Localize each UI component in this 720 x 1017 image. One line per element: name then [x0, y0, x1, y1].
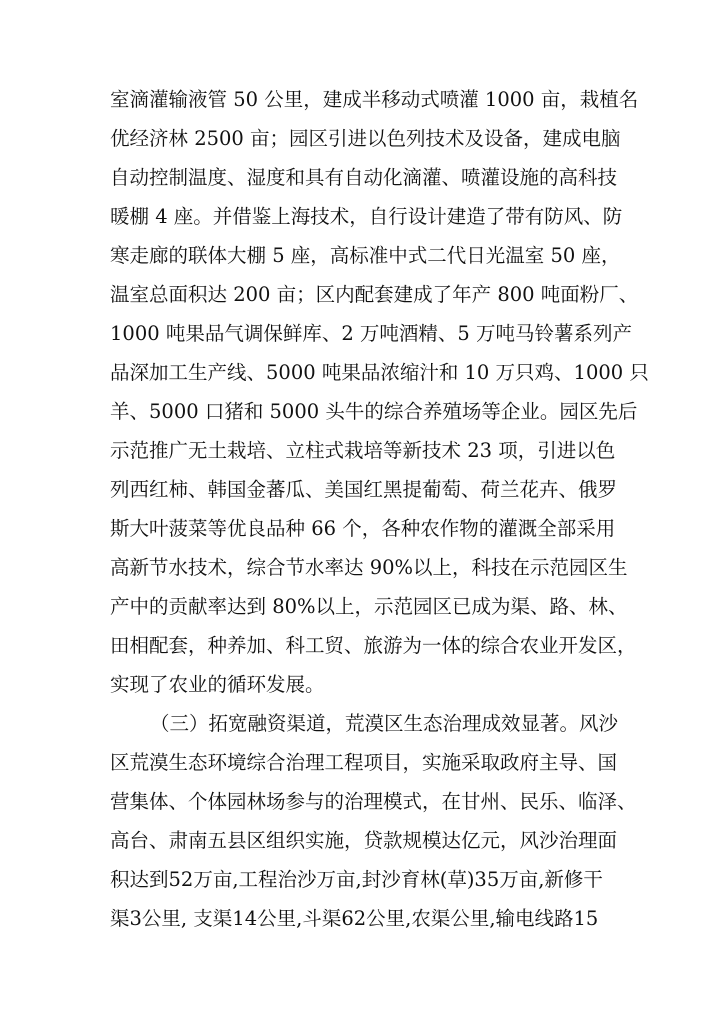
text-line: 室滴灌输液管 50 公里，建成半移动式喷灌 1000 亩，栽植名: [110, 88, 639, 111]
text-line: 渠3公里, 支渠14公里,斗渠62公里,农渠公里,输电线路15: [110, 907, 599, 930]
text-line: 寒走廊的联体大棚 5 座，高标准中式二代日光温室 50 座，: [110, 244, 621, 267]
text-line: 区荒漠生态环境综合治理工程项目，实施采取政府主导、国: [110, 751, 618, 774]
text-line: 1000 吨果品气调保鲜库、2 万吨酒精、5 万吨马铃薯系列产: [110, 322, 633, 345]
text-line: 实现了农业的循环发展。: [110, 673, 325, 696]
text-line: 产中的贡献率达到 80%以上，示范园区已成为渠、路、林、: [110, 595, 628, 618]
text-line: 品深加工生产线、5000 吨果品浓缩汁和 10 万只鸡、1000 只: [110, 361, 649, 384]
paragraph-2: [110, 704, 637, 938]
text-line: 列西红柿、韩国金蕃瓜、美国红黑提葡萄、荷兰花卉、俄罗: [110, 478, 618, 501]
text-line: 自动控制温度、湿度和具有自动化滴灌、喷灌设施的高科技: [110, 166, 618, 189]
document-body: [110, 80, 649, 938]
text-line: 温室总面积达 200 亩；区内配套建成了年产 800 吨面粉厂、: [110, 283, 639, 306]
text-line: 示范推广无土栽培、立柱式栽培等新技术 23 项，引进以色: [110, 439, 616, 462]
text-line: 羊、5000 口猪和 5000 头牛的综合养殖场等企业。园区先后: [110, 400, 638, 423]
text-line: 高台、肃南五县区组织实施，贷款规模达亿元，风沙治理面: [110, 829, 618, 852]
paragraph-1: [110, 80, 649, 704]
text-line: 优经济林 2500 亩；园区引进以色列技术及设备，建成电脑: [110, 127, 621, 150]
text-line: 田相配套，种养加、科工贸、旅游为一体的综合农业开发区，: [110, 634, 637, 657]
text-line: 暖棚 4 座。并借鉴上海技术，自行设计建造了带有防风、防: [110, 205, 623, 228]
text-line: 斯大叶菠菜等优良品种 66 个，各种农作物的灌溉全部采用: [110, 517, 616, 540]
text-line: 营集体、个体园林场参与的治理模式，在甘州、民乐、临泽、: [110, 790, 637, 813]
section-heading-line: （三）拓宽融资渠道，荒漠区生态治理成效显著。风沙: [150, 712, 619, 735]
text-line: 高新节水技术，综合节水率达 90%以上，科技在示范园区生: [110, 556, 628, 579]
text-line: 积达到52万亩,工程治沙万亩,封沙育林(草)35万亩,新修干: [110, 868, 603, 891]
